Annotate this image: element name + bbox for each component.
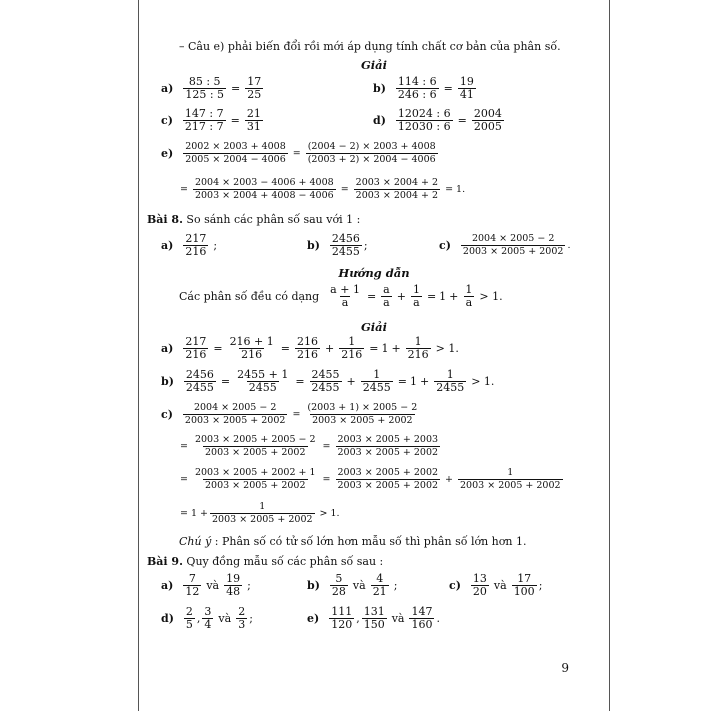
bai8-sol-c-line2 (177, 434, 442, 459)
label-a: a) (161, 82, 174, 95)
label-c: c) (439, 239, 451, 252)
word-va: và (391, 612, 405, 625)
word-va: và (352, 579, 366, 592)
label-a: a) (161, 342, 174, 355)
denominator: 125 : 5 (185, 88, 225, 101)
fraction (409, 606, 434, 631)
label-b: b) (373, 82, 386, 95)
fraction (228, 336, 276, 361)
bai9-c (449, 573, 542, 598)
denominator: a (383, 296, 390, 309)
semicolon: ; (247, 579, 251, 592)
denominator: 4 (204, 618, 212, 631)
numerator: 147 (411, 605, 433, 618)
numerator: 2 (238, 605, 246, 618)
bai9-heading (147, 555, 383, 568)
bai9-text: Quy đồng mẫu số các phân số sau : (186, 555, 384, 568)
bai8-c (439, 233, 570, 258)
numerator: 12024 : 6 (397, 107, 451, 120)
fraction (184, 606, 195, 631)
numerator: 2004 (473, 107, 502, 120)
s7-b (373, 76, 478, 101)
bai8-sol-c-line4 (177, 501, 343, 526)
numerator: 17 (517, 572, 532, 585)
numerator: 1 (373, 368, 381, 381)
fraction (458, 467, 563, 492)
fraction (183, 402, 288, 427)
semicolon: ; (363, 239, 368, 252)
gt-one: > 1. (435, 342, 459, 355)
fraction (183, 336, 208, 361)
denominator: 2005 × 2004 − 4006 (185, 154, 286, 165)
equals: = (280, 342, 290, 355)
fraction (306, 141, 438, 166)
numerator: 21 (246, 107, 261, 120)
numerator: 1 (414, 335, 422, 348)
bai8-sol-a (161, 336, 462, 361)
fraction (183, 233, 208, 258)
comma: , (356, 612, 360, 625)
fraction (328, 284, 362, 309)
denominator: a (413, 296, 420, 309)
denominator: 2455 (331, 245, 360, 258)
equals: = (457, 114, 467, 127)
denominator: 216 (407, 348, 429, 361)
semicolon: ; (393, 579, 398, 592)
label-e: e) (307, 612, 320, 625)
numerator: 2004 × 2003 − 4006 + 4008 (194, 177, 334, 188)
plus: + (445, 474, 454, 485)
denominator: 216 (185, 348, 207, 361)
fraction (458, 76, 476, 101)
label-c: c) (161, 114, 173, 127)
value-one: 1. (456, 184, 466, 195)
fraction (193, 434, 318, 459)
book-page (138, 0, 610, 711)
equals: = (426, 290, 437, 303)
note-line (179, 535, 526, 548)
label-b: b) (307, 239, 320, 252)
denominator: 2455 (436, 381, 465, 394)
page-number: 9 (561, 661, 569, 675)
fraction (330, 573, 348, 598)
note-label: Chú ý (179, 535, 212, 548)
equals: = (397, 375, 407, 388)
fraction (235, 369, 290, 394)
label-d: d) (161, 612, 174, 625)
numerator: 2004 × 2005 − 2 (193, 402, 277, 413)
equals: = (369, 342, 379, 355)
label-e: e) (161, 147, 174, 160)
equals: = (322, 474, 331, 485)
denominator: 5 (185, 618, 193, 631)
denominator: 2005 (473, 120, 502, 133)
gt-one: > 1. (479, 290, 503, 303)
denominator: 2003 × 2005 + 2002 (212, 514, 313, 525)
word-va: và (218, 612, 232, 625)
numerator: (2004 − 2) × 2003 + 4008 (307, 141, 436, 152)
denominator: 150 (363, 618, 385, 631)
fraction (336, 434, 441, 459)
denominator: 216 (241, 348, 263, 361)
fraction (329, 606, 354, 631)
fraction (361, 369, 393, 394)
denominator: 2003 × 2005 + 2002 (204, 480, 306, 491)
label-c: c) (161, 408, 173, 421)
denominator: 25 (247, 88, 262, 101)
bai8-b (307, 233, 368, 258)
fraction (512, 573, 537, 598)
denominator: 246 : 6 (397, 88, 437, 101)
fraction (183, 141, 288, 166)
denominator: 31 (246, 120, 261, 133)
value-one: 1 (439, 290, 447, 303)
bai9-d (161, 606, 253, 631)
denominator: 28 (331, 585, 346, 598)
equals: = (322, 441, 331, 452)
plus: + (396, 290, 406, 303)
denominator: 2003 × 2005 + 2002 (337, 480, 439, 491)
bai9-a (161, 573, 254, 598)
denominator: 2455 (311, 381, 340, 394)
label-c: c) (449, 579, 461, 592)
equals: = (213, 342, 223, 355)
numerator: 7 (188, 572, 196, 585)
intro-text: – Câu e) phải biến đổi rồi mới áp dụng tính chất cơ bản của phân số. (179, 40, 561, 53)
numerator: 1 (465, 283, 473, 296)
fraction (411, 284, 422, 309)
equals: = (340, 184, 349, 195)
numerator: 1 (507, 467, 514, 478)
equals: = (180, 441, 188, 452)
denominator: 120 (331, 618, 353, 631)
numerator: 13 (472, 572, 487, 585)
semicolon: ; (249, 612, 253, 625)
period: . (436, 612, 440, 625)
fraction (184, 369, 216, 394)
bai8-a (161, 233, 220, 258)
numerator: 1 (446, 368, 454, 381)
equals: = (180, 184, 188, 195)
numerator: 3 (204, 605, 212, 618)
fraction (183, 573, 201, 598)
bai8-text: So sánh các phân số sau với 1 : (186, 213, 361, 226)
plus: + (325, 342, 335, 355)
equals: = (366, 290, 377, 303)
fraction (472, 108, 504, 133)
fraction (236, 606, 247, 631)
bai8-sol-c-line1 (161, 402, 421, 427)
fraction (396, 76, 439, 101)
denominator: 2003 × 2005 + 2002 (337, 447, 439, 458)
numerator: 2003 × 2005 + 2003 (337, 434, 439, 445)
equals: = (220, 375, 231, 388)
denominator: 217 : 7 (184, 120, 224, 133)
semicolon: ; (213, 239, 218, 252)
equals: = (295, 375, 305, 388)
heading-giai-2: Giải (360, 320, 387, 334)
denominator: 21 (372, 585, 387, 598)
equals: = (180, 508, 188, 519)
numerator: 2456 (185, 368, 214, 381)
label-b: b) (307, 579, 320, 592)
denominator: 12 (185, 585, 200, 598)
fraction (371, 573, 389, 598)
denominator: (2003 + 2) × 2004 − 4006 (307, 154, 436, 165)
fraction (310, 369, 342, 394)
semicolon: ; (538, 579, 543, 592)
fraction (305, 402, 419, 427)
fraction (183, 76, 226, 101)
denominator: 2003 × 2004 + 2 (355, 190, 439, 201)
bai9-b (307, 573, 400, 598)
s7-a (161, 76, 265, 101)
fraction (193, 177, 336, 202)
bai8-sol-b (161, 369, 497, 394)
denominator: 2455 (248, 381, 277, 394)
numerator: 2002 × 2003 + 4008 (185, 141, 286, 152)
s7-e-line1 (161, 141, 440, 166)
value-one: 1 (409, 375, 417, 388)
one-plus: 1 + (190, 508, 208, 519)
numerator: 85 : 5 (188, 75, 221, 88)
fraction (381, 284, 392, 309)
s7-d (373, 108, 506, 133)
numerator: 216 + 1 (229, 335, 274, 348)
heading-giai-1: Giải (360, 58, 387, 72)
denominator: 20 (472, 585, 487, 598)
numerator: 1 (348, 335, 356, 348)
fraction (202, 606, 213, 631)
plus: + (449, 290, 459, 303)
fraction (224, 573, 242, 598)
denominator: a (465, 296, 473, 309)
numerator: 217 (185, 335, 207, 348)
fraction (396, 108, 453, 133)
denominator: 2003 × 2005 + 2002 (204, 447, 306, 458)
numerator: 5 (335, 572, 343, 585)
bai8-hint (179, 284, 506, 309)
equals: = (231, 82, 241, 95)
fraction (461, 233, 566, 258)
s7-e-line2 (177, 177, 465, 202)
fraction (330, 233, 362, 258)
bai8-heading (147, 213, 360, 226)
label-d: d) (373, 114, 386, 127)
plus: + (391, 342, 401, 355)
gt-one: > 1. (471, 375, 495, 388)
numerator: 147 : 7 (184, 107, 224, 120)
numerator: 2003 × 2005 + 2002 (337, 467, 439, 478)
numerator: 114 : 6 (397, 75, 437, 88)
numerator: (2003 + 1) × 2005 − 2 (307, 402, 418, 413)
equals: = (443, 82, 453, 95)
fraction (463, 284, 474, 309)
equals: = (292, 409, 301, 420)
denominator: 2003 × 2005 + 2002 (312, 415, 413, 426)
bai8-title: Bài 8. (147, 213, 183, 226)
comma: , (196, 612, 201, 625)
numerator: 2003 × 2005 + 2002 + 1 (194, 467, 316, 478)
numerator: 131 (363, 605, 385, 618)
numerator: a + 1 (330, 283, 360, 296)
numerator: 2 (185, 605, 193, 618)
denominator: 160 (411, 618, 433, 631)
equals: = (292, 148, 301, 159)
fraction (183, 108, 226, 133)
denominator: 12030 : 6 (397, 120, 451, 133)
fraction (354, 177, 440, 202)
numerator: 2003 × 2004 + 2 (355, 177, 439, 188)
bai9-e (307, 606, 440, 631)
denominator: 2003 × 2005 + 2002 (184, 415, 286, 426)
numerator: 2004 × 2005 − 2 (471, 233, 555, 244)
hint-text: Các phân số đều có dạng (179, 290, 320, 303)
denominator: 41 (459, 88, 474, 101)
numerator: 2455 + 1 (237, 368, 289, 381)
fraction (336, 467, 441, 492)
denominator: 48 (226, 585, 241, 598)
numerator: 2456 (331, 232, 360, 245)
gt-one: > 1. (319, 508, 340, 519)
numerator: 216 (297, 335, 318, 348)
denominator: 2003 × 2005 + 2002 (460, 480, 561, 491)
numerator: 111 (331, 605, 353, 618)
denominator: 3 (238, 618, 246, 631)
denominator: 2003 × 2005 + 2002 (462, 246, 564, 257)
fraction (339, 336, 364, 361)
label-a: a) (161, 239, 174, 252)
period: . (567, 240, 571, 251)
denominator: 216 (185, 245, 207, 258)
numerator: a (383, 283, 390, 296)
fraction (245, 108, 263, 133)
word-va: và (206, 579, 220, 592)
fraction (245, 76, 263, 101)
fraction (193, 467, 318, 492)
intro-line (179, 40, 561, 53)
denominator: 216 (297, 348, 318, 361)
denominator: a (341, 296, 349, 309)
equals: = (445, 184, 454, 195)
denominator: 2003 × 2004 + 4008 − 4006 (194, 190, 334, 201)
denominator: 216 (341, 348, 363, 361)
label-b: b) (161, 375, 174, 388)
bai8-sol-c-line3 (177, 467, 565, 492)
numerator: 4 (376, 572, 384, 585)
denominator: 2455 (185, 381, 214, 394)
numerator: 2455 (311, 368, 340, 381)
denominator: 100 (513, 585, 535, 598)
numerator: 19 (459, 75, 474, 88)
fraction (471, 573, 489, 598)
label-a: a) (161, 579, 174, 592)
fraction (210, 501, 315, 526)
bai9-title: Bài 9. (147, 555, 183, 568)
plus: + (346, 375, 356, 388)
fraction (434, 369, 466, 394)
plus: + (419, 375, 430, 388)
fraction (295, 336, 320, 361)
s7-c (161, 108, 265, 133)
numerator: 19 (226, 572, 241, 585)
numerator: 17 (247, 75, 262, 88)
numerator: 1 (259, 501, 266, 512)
value-one: 1 (381, 342, 389, 355)
numerator: 2003 × 2005 + 2005 − 2 (194, 434, 316, 445)
heading-huong-dan: Hướng dẫn (338, 266, 410, 280)
fraction (362, 606, 387, 631)
denominator: 2455 (362, 381, 391, 394)
word-va: và (493, 579, 507, 592)
numerator: 217 (185, 232, 207, 245)
equals: = (180, 474, 188, 485)
fraction (406, 336, 431, 361)
equals: = (230, 114, 240, 127)
numerator: 1 (412, 283, 420, 296)
note-text: : Phân số có tử số lớn hơn mẫu số thì phân số lớn hơn 1. (214, 535, 527, 548)
